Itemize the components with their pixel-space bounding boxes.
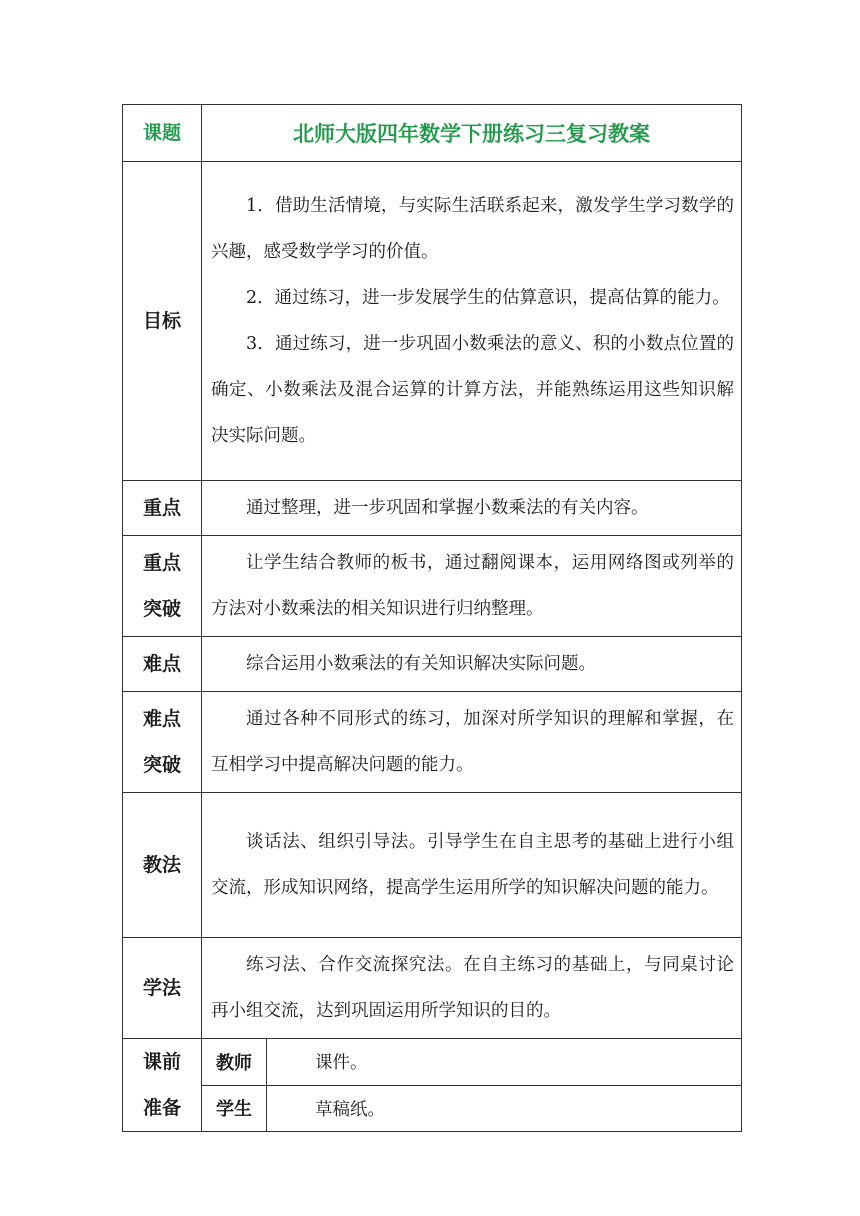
learning-method-label: 学法 bbox=[123, 938, 202, 1039]
difficulty-breakthrough-label bbox=[123, 692, 202, 793]
difficulty-breakthrough-label-2: 突破 bbox=[142, 754, 181, 776]
key-point-label: 重点 bbox=[123, 481, 202, 536]
topic-row bbox=[123, 105, 742, 162]
difficulty-breakthrough-text: 通过各种不同形式的练习，加深对所学知识的理解和掌握，在互相学习中提高解决问题的能力。 bbox=[211, 709, 734, 775]
key-breakthrough-row bbox=[123, 536, 742, 637]
goals-label: 目标 bbox=[123, 162, 202, 481]
learning-method-text: 练习法、合作交流探究法。在自主练习的基础上，与同桌讨论再小组交流，达到巩固运用所学知识的目的。 bbox=[211, 955, 734, 1021]
teaching-method-text: 谈话法、组织引导法。引导学生在自主思考的基础上进行小组交流，形成知识网络，提高学生运用所学的知识解决问题的能力。 bbox=[211, 832, 734, 898]
preparation-label-2: 准备 bbox=[142, 1097, 181, 1119]
preparation-label-1: 课前 bbox=[142, 1051, 181, 1073]
difficulty-breakthrough-label-1: 难点 bbox=[142, 708, 181, 730]
goal-item-1: 1．借助生活情境，与实际生活联系起来，激发学生学习数学的兴趣，感受数学学习的价值。 bbox=[211, 196, 734, 262]
key-breakthrough-label bbox=[123, 536, 202, 637]
key-point-row bbox=[123, 481, 742, 536]
teacher-text: 课件。 bbox=[267, 1039, 742, 1086]
teacher-label: 教师 bbox=[202, 1039, 267, 1086]
key-breakthrough-text: 让学生结合教师的板书，通过翻阅课本，运用网络图或列举的方法对小数乘法的相关知识进行归纳整理。 bbox=[211, 553, 734, 619]
key-point-text: 通过整理，进一步巩固和掌握小数乘法的有关内容。 bbox=[246, 498, 649, 518]
lesson-title: 北师大版四年数学下册练习三复习教案 bbox=[202, 105, 742, 162]
preparation-teacher-row bbox=[123, 1039, 742, 1086]
difficulty-row bbox=[123, 637, 742, 692]
student-label: 学生 bbox=[202, 1085, 267, 1132]
preparation-student-row bbox=[123, 1085, 742, 1132]
difficulty-text: 综合运用小数乘法的有关知识解决实际问题。 bbox=[246, 654, 596, 674]
goals-row bbox=[123, 162, 742, 481]
topic-label: 课题 bbox=[123, 105, 202, 162]
preparation-label bbox=[123, 1039, 202, 1132]
difficulty-breakthrough-row bbox=[123, 692, 742, 793]
student-text: 草稿纸。 bbox=[267, 1085, 742, 1132]
key-breakthrough-label-1: 重点 bbox=[142, 552, 181, 574]
teaching-method-row bbox=[123, 793, 742, 938]
goal-item-2: 2．通过练习，进一步发展学生的估算意识，提高估算的能力。 bbox=[246, 288, 730, 308]
lesson-plan-table bbox=[122, 104, 742, 1132]
key-breakthrough-label-2: 突破 bbox=[142, 598, 181, 620]
learning-method-row bbox=[123, 938, 742, 1039]
goals-content bbox=[202, 162, 742, 481]
difficulty-label: 难点 bbox=[123, 637, 202, 692]
teaching-method-label: 教法 bbox=[123, 793, 202, 938]
goal-item-3: 3．通过练习，进一步巩固小数乘法的意义、积的小数点位置的确定、小数乘法及混合运算的计算方法，并能熟练运用这些知识解决实际问题。 bbox=[211, 334, 734, 446]
